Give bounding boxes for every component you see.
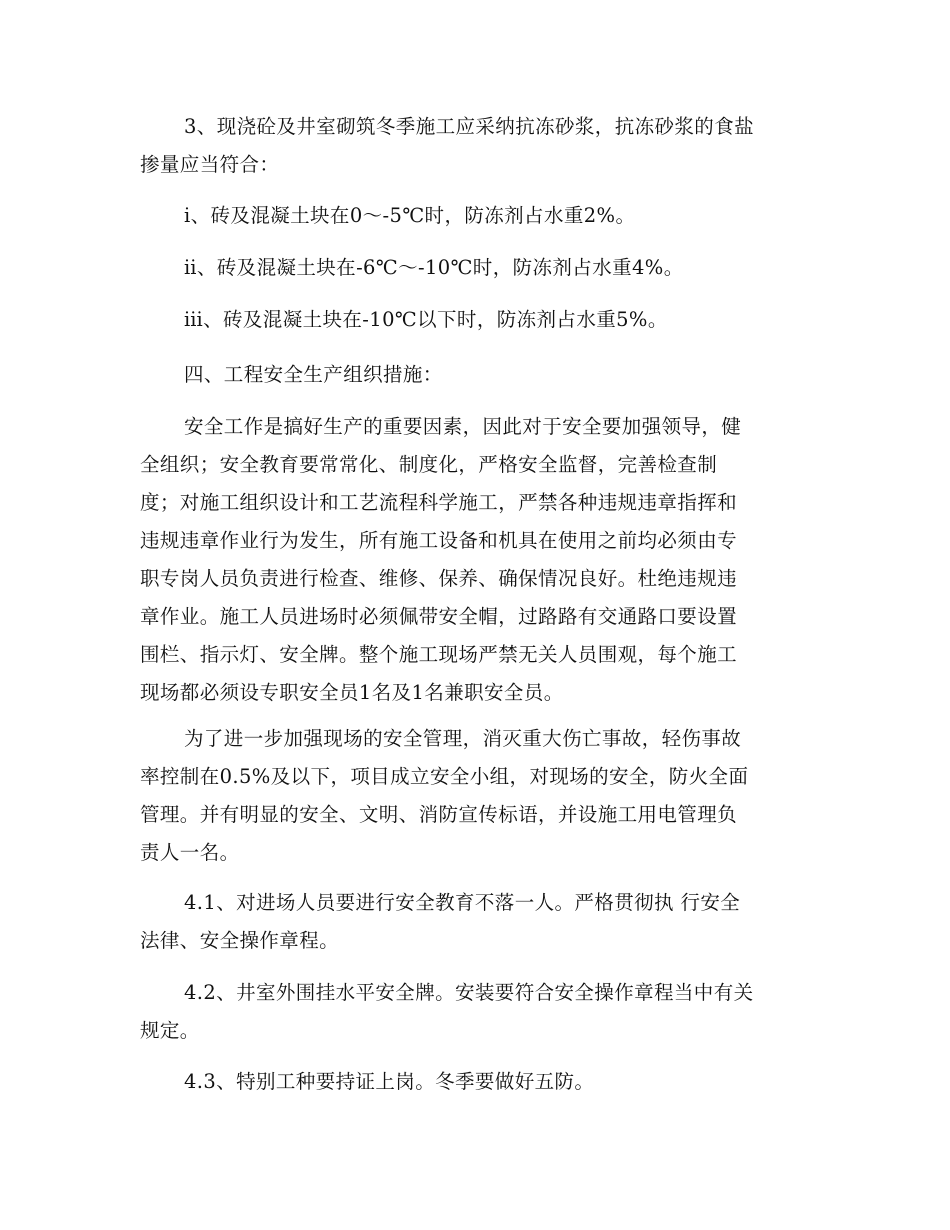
list-item-ii bbox=[140, 249, 808, 287]
text-line: 法律、安全操作章程。 bbox=[140, 929, 340, 952]
text-line: 掺量应当符合： bbox=[140, 153, 280, 176]
text-line: 为了进一步加强现场的安全管理，消灭重大伤亡事故，轻伤事故 bbox=[184, 727, 742, 750]
paragraph-winter-mortar bbox=[140, 108, 808, 184]
text-line: ⅰ、砖及混凝土块在0～-5℃时，防冻剂占水重2%。 bbox=[184, 204, 636, 227]
text-line: ⅲ、砖及混凝土块在-10℃以下时，防冻剂占水重5%。 bbox=[184, 308, 668, 331]
text-line: 职专岗人员负责进行检查、维修、保养、确保情况良好。杜绝违规违 bbox=[140, 567, 738, 590]
text-line: 全组织；安全教育要常常化、制度化，严格安全监督，完善检查制 bbox=[140, 453, 718, 476]
text-line: 四、工程安全生产组织措施： bbox=[184, 363, 443, 386]
list-item-i bbox=[140, 197, 808, 235]
text-line: 现场都必须设专职安全员1名及1名兼职安全员。 bbox=[140, 681, 564, 704]
paragraph-safety-work bbox=[140, 408, 808, 712]
text-line: 率控制在0.5%及以下，项目成立安全小组，对现场的安全，防火全面 bbox=[140, 765, 749, 788]
text-line: 4.3、特别工种要持证上岗。冬季要做好五防。 bbox=[184, 1070, 595, 1093]
text-line: 4.2、井室外围挂水平安全牌。安装要符合安全操作章程当中有关 bbox=[184, 981, 754, 1004]
text-line: 管理。并有明显的安全、文明、消防宣传标语，并设施工用电管理负 bbox=[140, 803, 738, 826]
text-line: 安全工作是搞好生产的重要因素，因此对于安全要加强领导，健 bbox=[184, 415, 742, 438]
text-line: 责人一名。 bbox=[140, 841, 240, 864]
text-line: 3、现浇砼及井室砌筑冬季施工应采纳抗冻砂浆，抗冻砂浆的食盐 bbox=[184, 115, 755, 138]
text-line: 章作业。施工人员进场时必须佩带安全帽，过路路有交通路口要设置 bbox=[140, 605, 738, 628]
section-heading bbox=[140, 356, 808, 394]
text-line: 违规违章作业行为发生，所有施工设备和机具在使用之前均必须由专 bbox=[140, 529, 738, 552]
text-line: ⅱ、砖及混凝土块在-6℃～-10℃时，防冻剂占水重4%。 bbox=[184, 256, 684, 279]
text-line: 4.1、对进场人员要进行安全教育不落一人。严格贯彻执 行安全 bbox=[184, 891, 741, 914]
paragraph-safety-management bbox=[140, 720, 808, 872]
paragraph-4-1 bbox=[140, 884, 808, 960]
list-item-iii bbox=[140, 301, 808, 339]
paragraph-4-2 bbox=[140, 974, 808, 1050]
text-line: 规定。 bbox=[140, 1019, 200, 1042]
text-line: 度；对施工组织设计和工艺流程科学施工，严禁各种违规违章指挥和 bbox=[140, 491, 738, 514]
paragraph-4-3 bbox=[140, 1063, 808, 1101]
text-line: 围栏、指示灯、安全牌。整个施工现场严禁无关人员围观，每个施工 bbox=[140, 643, 738, 666]
